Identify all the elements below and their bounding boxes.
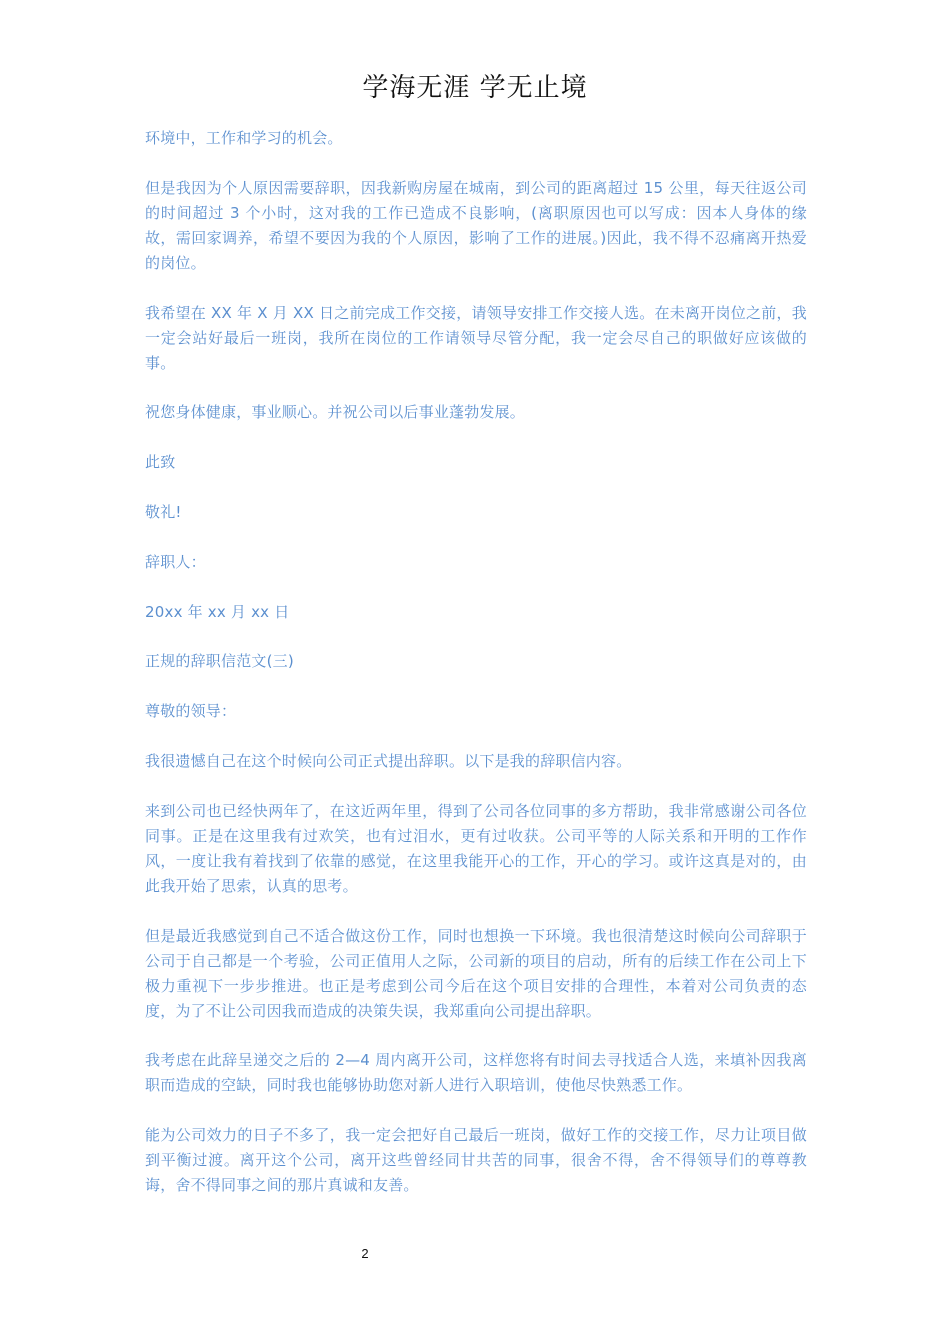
document-body: [145, 126, 807, 1223]
paragraph: 但是最近我感觉到自己不适合做这份工作，同时也想换一下环境。我也很清楚这时候向公司辞职于公司于自己都是一个考验，公司正值用人之际，公司新的项目的启动，所有的后续工作在公司上下极力重视下一步步推进。也正是考虑到公司今后在这个项目安排的合理性，本着对公司负责的态度，为了不让公司因我而造成的决策失误，我郑重向公司提出辞职。: [145, 926, 807, 1020]
signature-label: 辞职人：: [145, 552, 206, 571]
date-line: 20xx 年 xx 月 xx 日: [145, 602, 290, 621]
greeting: 尊敬的领导：: [145, 702, 237, 721]
closing-salutation: 此致: [145, 453, 176, 472]
section-title: 正规的辞职信范文(三): [145, 652, 294, 671]
paragraph: 祝您身体健康，事业顺心。并祝公司以后事业蓬勃发展。: [145, 403, 526, 422]
paragraph: 我很遗憾自己在这个时候向公司正式提出辞职。以下是我的辞职信内容。: [145, 751, 632, 770]
paragraph: 环境中，工作和学习的机会。: [145, 129, 343, 147]
paragraph: 能为公司效力的日子不多了，我一定会把好自己最后一班岗，做好工作的交接工作，尽力让项目做到平衡过渡。离开这个公司，离开这些曾经同甘共苦的同事，很舍不得，舍不得领导们的尊尊教诲，舍不得同事之间的那片真诚和友善。: [145, 1126, 807, 1195]
paragraph: 但是我因为个人原因需要辞职，因我新购房屋在城南，到公司的距离超过 15 公里，每天往返公司的时间超过 3 个小时，这对我的工作已造成不良影响，(离职原因也可以写成：因本人身体的缘故，需回家调养，希望不要因为我的个人原因，影响了工作的进展。)因此，我不得不忍痛离开热爱的岗位。: [145, 178, 807, 272]
paragraph: 我希望在 XX 年 X 月 XX 日之前完成工作交接，请领导安排工作交接人选。在未离开岗位之前，我一定会站好最后一班岗，我所在岗位的工作请领导尽管分配，我一定会尽自己的职做好应该做的事。: [145, 303, 807, 372]
page-number: 2: [361, 1246, 369, 1261]
page-header-title: 学海无涯 学无止境: [362, 73, 588, 103]
paragraph: 来到公司也已经快两年了，在这近两年里，得到了公司各位同事的多方帮助，我非常感谢公司各位同事。正是在这里我有过欢笑，也有过泪水，更有过收获。公司平等的人际关系和开明的工作作风，一度让我有着找到了依靠的感觉，在这里我能开心的工作，开心的学习。或许这真是对的，由此我开始了思索，认真的思考。: [145, 801, 807, 895]
closing-regards: 敬礼!: [145, 502, 182, 521]
paragraph: 我考虑在此辞呈递交之后的 2—4 周内离开公司，这样您将有时间去寻找适合人选，来填补因我离职而造成的空缺，同时我也能够协助您对新人进行入职培训，使他尽快熟悉工作。: [145, 1051, 807, 1095]
